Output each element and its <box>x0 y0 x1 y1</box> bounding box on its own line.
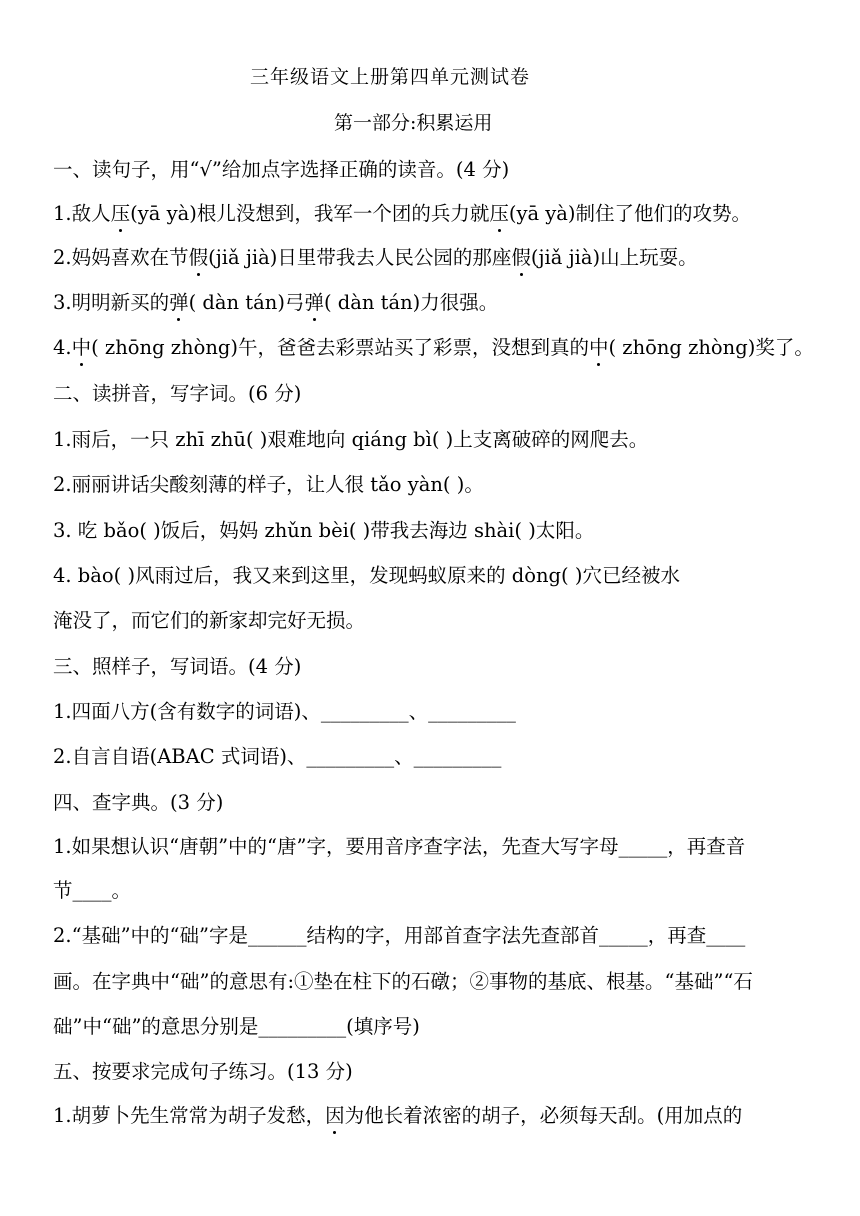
dotted-char: 假 <box>511 242 531 270</box>
section-5-heading: 五、按要求完成句子练习。(13 分) <box>53 1060 353 1083</box>
section-1-heading: 一、读句子，用“√”给加点字选择正确的读音。(4 分) <box>53 158 510 181</box>
section-2-question-2: 2.丽丽讲话尖酸刻薄的样子，让人很 tǎo yàn( )。 <box>53 473 484 496</box>
section-4-heading: 四、查字典。(3 分) <box>53 791 224 814</box>
section-3-question-2: 2.自言自语(ABAC 式词语)、_________、_________ <box>53 745 502 768</box>
section-4-question-1-line-1: 1.如果想认识“唐朝”中的“唐”字，要用音序查字法，先查大写字母_____，再查音 <box>53 835 746 858</box>
section-4-question-2-line-2: 画。在字典中“础”的意思有:①垫在柱下的石礅；②事物的基底、根基。“基础”“石 <box>53 970 753 993</box>
dotted-char: 弹 <box>304 287 324 315</box>
section-2-question-3: 3. 吃 bǎo( )饭后，妈妈 zhǔn bèi( )带我去海边 shài( )太阳。 <box>53 519 595 542</box>
section-3-heading: 三、照样子，写词语。(4 分) <box>53 655 302 678</box>
section-4-question-2-line-3: 础”中“础”的意思分别是_________(填序号) <box>53 1015 420 1038</box>
section-3-question-1: 1.四面八方(含有数字的词语)、_________、_________ <box>53 700 516 723</box>
part-subtitle: 第一部分:积累运用 <box>334 112 493 134</box>
page-title: 三年级语文上册第四单元测试卷 <box>250 66 531 88</box>
dotted-char: 因 <box>325 1100 345 1128</box>
dotted-char: 假 <box>189 242 209 270</box>
dotted-char: 压 <box>489 198 509 226</box>
section-1-question-1: 1.敌人压(yā yà)根儿没想到，我军一个团的兵力就压(yā yà)制住了他们的攻势。 <box>53 198 751 226</box>
section-1-question-4: 4.中( zhōng zhòng)午，爸爸去彩票站买了彩票，没想到真的中( zhōng zhòng)奖了。 <box>53 332 814 360</box>
section-2-heading: 二、读拼音，写字词。(6 分) <box>53 382 302 405</box>
section-1-question-2: 2.妈妈喜欢在节假(jiǎ jià)日里带我去人民公园的那座假(jiǎ jià)山上玩耍。 <box>53 242 698 270</box>
dotted-char: 中 <box>589 332 609 360</box>
dotted-char: 中 <box>72 332 92 360</box>
section-1-question-3: 3.明明新买的弹( dàn tán)弓弹( dàn tán)力很强。 <box>53 287 498 315</box>
section-2-question-4-line-2: 淹没了，而它们的新家却完好无损。 <box>53 609 366 632</box>
section-5-question-1: 1.胡萝卜先生常常为胡子发愁，因为他长着浓密的胡子，必须每天刮。(用加点的 <box>53 1100 742 1128</box>
section-4-question-2-line-1: 2.“基础”中的“础”字是______结构的字，用部首查字法先查部首_____，再查____ <box>53 924 746 947</box>
dotted-char: 压 <box>111 198 131 226</box>
section-4-question-1-line-2: 节____。 <box>53 879 132 902</box>
section-2-question-1: 1.雨后，一只 zhī zhū( )艰难地向 qiáng bì( )上支离破碎的网爬去。 <box>53 428 649 451</box>
dotted-char: 弹 <box>169 287 189 315</box>
section-2-question-4-line-1: 4. bào( )风雨过后，我又来到这里，发现蚂蚁原来的 dòng( )穴已经被水 <box>53 564 680 587</box>
